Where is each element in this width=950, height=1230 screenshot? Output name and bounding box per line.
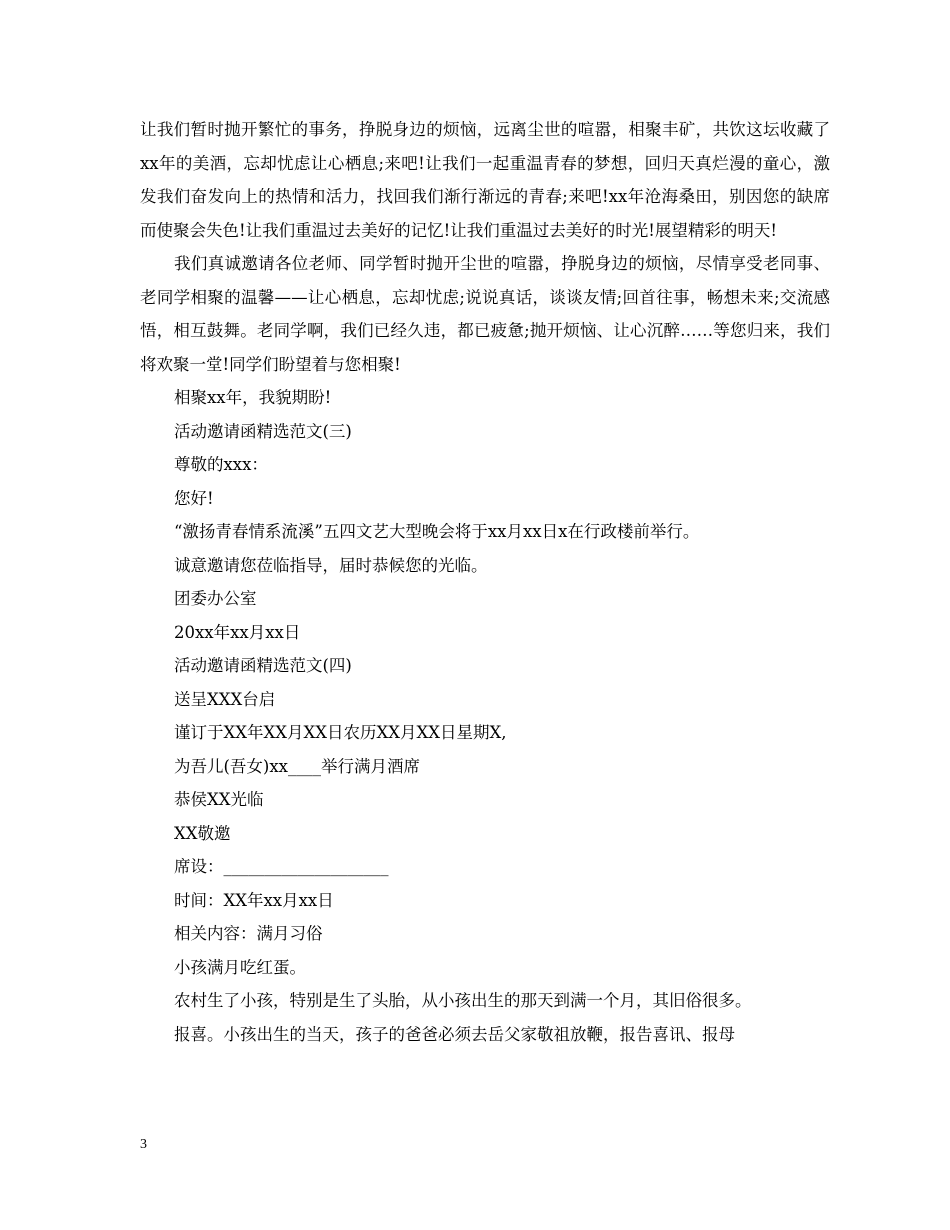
signature-date: 20xx年xx月xx日: [174, 622, 301, 642]
section-heading-3: 活动邀请函精选范文(三): [174, 421, 352, 441]
text-line: XX敬邀: [174, 823, 231, 843]
signature-org: 团委办公室: [174, 589, 257, 608]
text-line: 诚意邀请您莅临指导，届时恭候您的光临。: [174, 555, 488, 575]
text-line: 报喜。小孩出生的当天，孩子的爸爸必须去岳父家敬祖放鞭，报告喜讯、报母: [174, 1024, 735, 1044]
paragraph-reunion-invitation: 让我们暂时抛开繁忙的事务，挣脱身边的烦恼，远离尘世的喧嚣，相聚丰矿，共饮这坛收藏了xx年的美酒，忘却忧虑让心栖息;来吧!让我们一起重温青春的梦想，回归天真烂漫的童心，激发我们奋发向上的热情和活力，找回我们渐行渐远的青春;来吧!xx年沧海桑田，别因您的缺席而使聚会失色!让我们重温过去美好的记忆!让我们重温过去美好的时光!展望精彩的明天!: [140, 120, 830, 240]
text-line: 恭侯XX光临: [174, 790, 264, 809]
text-line: 小孩满月吃红蛋。: [174, 957, 306, 977]
text-line: 送呈XXX台启: [174, 689, 276, 709]
text-line: 为吾儿(吾女)xx____举行满月酒席: [174, 756, 420, 776]
page-number: 3: [140, 1137, 147, 1152]
text-line: “激扬青春情系流溪”五四文艺大型晚会将于xx月xx日x在行政楼前举行。: [174, 522, 700, 541]
salutation: 尊敬的xxx：: [174, 455, 268, 474]
text-line: 相关内容：满月习俗: [174, 924, 323, 943]
text-line: 农村生了小孩，特别是生了头胎，从小孩出生的那天到满一个月，其旧俗很多。: [174, 991, 752, 1010]
document-body: [140, 113, 830, 1051]
text-line: 相聚xx年，我貌期盼!: [174, 388, 332, 407]
text-line: 谨订于XX年XX月XX日农历XX月XX日星期X,: [174, 723, 507, 742]
paragraph-sincere-invitation: 我们真诚邀请各位老师、同学暂时抛开尘世的喧嚣，挣脱身边的烦恼，尽情享受老同事、老同学相聚的温馨——让心栖息，忘却忧虑;说说真话，谈谈友情;回首往事，畅想未来;交流感悟，相互鼓舞。老同学啊，我们已经久违，都已疲惫;抛开烦恼、让心沉醉……等您归来，我们将欢聚一堂!同学们盼望着与您相聚!: [140, 254, 830, 374]
greeting: 您好!: [174, 488, 214, 508]
venue-line: 席设：____________________: [174, 857, 389, 876]
time-line: 时间：XX年xx月xx日: [174, 890, 334, 910]
section-heading-4: 活动邀请函精选范文(四): [174, 656, 352, 675]
